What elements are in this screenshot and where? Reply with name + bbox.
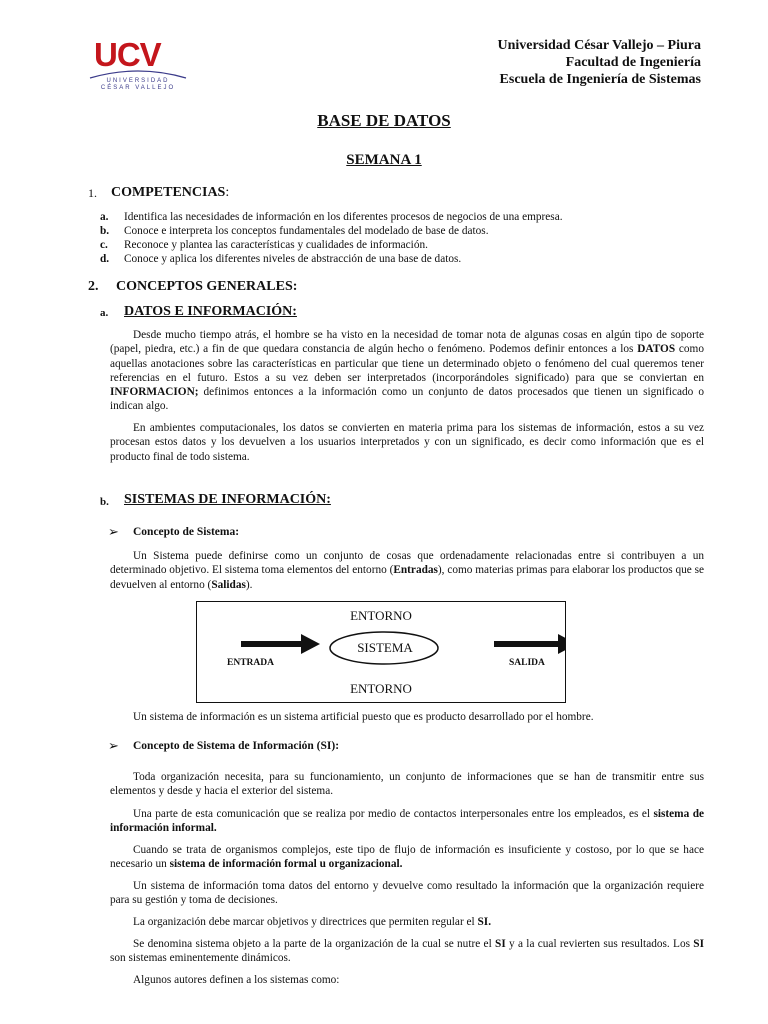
list-item (100, 252, 700, 266)
bold-run: SI. (477, 916, 492, 928)
page-title: BASE DE DATOS (317, 111, 451, 130)
list-text: Conoce y aplica los diferentes niveles de abstracción de una base de datos. (124, 253, 462, 265)
text-run: Se denomina sistema objeto a la parte de la organización de la cual se nutre el (133, 938, 496, 950)
bold-run: SI (693, 938, 704, 950)
header-school: Escuela de Ingeniería de Sistemas (499, 72, 701, 87)
diagram-center-label: SISTEMA (357, 640, 413, 655)
competencies-list (100, 210, 700, 266)
text-run: Una parte de esta comunicación que se realiza por medio de contactos interpersonales entre los empleados, es el (133, 808, 654, 820)
bold-run: SI (495, 938, 506, 950)
list-item (100, 224, 700, 238)
list-label: a. (100, 211, 109, 223)
list-label: c. (100, 239, 108, 251)
text-run: La organización debe marcar objetivos y directrices que permiten regular el (133, 916, 478, 928)
subB-paragraph-6 (110, 915, 704, 929)
system-diagram (196, 601, 566, 703)
header-university: Universidad César Vallejo – Piura (497, 38, 701, 53)
subA-paragraph-2: En ambientes computacionales, los datos se convierten en materia prima para los sistemas de información, estos a su vez procesan estos datos y los devuelven a los usuarios interpretados y con un significado, es decir como información que es el producto final de todo sistema. (110, 422, 704, 463)
bullet-arrow-icon: ➢ (108, 524, 119, 539)
logo-subtitle-1: UNIVERSIDAD (106, 78, 170, 84)
diagram-top-label: ENTORNO (350, 608, 412, 623)
section1-heading-text: COMPETENCIAS (111, 185, 226, 200)
text-run: son sistemas eminentemente dinámicos. (110, 952, 291, 965)
subB-label: b. (100, 496, 109, 508)
list-item (100, 238, 700, 252)
subB-paragraph-2: Toda organización necesita, para su funcionamiento, un conjunto de informaciones que se han de transmitir entre sus elementos y desde y hacia el exterior del sistema. (110, 771, 704, 798)
output-arrow-icon (494, 634, 566, 654)
subB-paragraph-5: Un sistema de información toma datos del entorno y devuelve como resultado la información que la organización requiere para su gestión y toma de decisiones. (110, 880, 704, 907)
bold-run: INFORMACION; (110, 386, 199, 399)
subA-heading: DATOS E INFORMACIÓN: (124, 304, 297, 319)
diagram-right-label: SALIDA (509, 658, 545, 668)
diagram-left-label: ENTRADA (227, 658, 274, 668)
subB-paragraph-7 (110, 937, 704, 966)
week-title: SEMANA 1 (346, 152, 422, 168)
header-faculty: Facultad de Ingeniería (565, 55, 701, 70)
subB-paragraph-1 (110, 549, 704, 592)
section2-number: 2. (88, 279, 99, 294)
text-run: definimos entonces a la información como un conjunto de datos procesados que tienen un significado o indican algo. (110, 386, 704, 413)
text-run: y a la cual revierten sus resultados. Los (505, 938, 694, 950)
text-run: Desde mucho tiempo atrás, el hombre se ha visto en la necesidad de tomar nota de algunas cosas en algún tipo de soporte (papel, piedra, etc.) a fin de que quedara constancia de algún hecho o fenómeno. Podemos definir entonces a los (110, 329, 704, 356)
concept-system-heading: Concepto de Sistema: (133, 526, 240, 538)
concept-si-heading: Concepto de Sistema de Información (SI): (133, 740, 340, 752)
bullet-arrow-icon: ➢ (108, 738, 119, 753)
logo-text: UCV (94, 36, 161, 73)
list-label: b. (100, 225, 110, 237)
input-arrow-icon (241, 634, 320, 654)
bold-run: sistema de información informal. (110, 808, 704, 835)
list-text: Identifica las necesidades de información en los diferentes procesos de negocios de una empresa. (124, 211, 563, 223)
section1-heading-colon: : (225, 185, 230, 200)
subA-label: a. (100, 307, 109, 319)
text-run: Cuando se trata de organismos complejos, este tipo de flujo de información es insuficiente y costoso, por lo que se hace necesario un (110, 844, 704, 871)
list-label: d. (100, 253, 110, 265)
text-run: Un Sistema puede definirse como un conjunto de cosas que ordenadamente relacionadas entre si contribuyen a un determinado objetivo. El sistema toma elementos del entorno ( (110, 550, 704, 577)
text-run: ), como materias primas para elaborar los productos que se devuelven al entorno ( (110, 564, 704, 591)
section1-number: 1. (88, 186, 97, 200)
list-text: Reconoce y plantea las características y cualidades de información. (124, 239, 428, 251)
subB-paragraph-3 (110, 807, 704, 836)
logo-subtitle-2: CÉSAR VALLEJO (100, 85, 176, 91)
ucv-logo (88, 38, 188, 98)
bold-run: Salidas (211, 578, 246, 591)
section2-heading: CONCEPTOS GENERALES: (116, 279, 298, 294)
subB-paragraph-8: Algunos autores definen a los sistemas como: (133, 974, 340, 986)
section1-heading (111, 185, 229, 201)
list-item (100, 210, 700, 224)
subB-paragraph-4 (110, 843, 704, 872)
bold-run: Entradas (393, 564, 438, 577)
subA-paragraph-1 (110, 328, 704, 414)
subB-paragraph-after-diagram: Un sistema de información es un sistema artificial puesto que es producto desarrollado por el hombre. (133, 711, 594, 723)
bold-run: sistema de información formal u organizacional. (169, 858, 403, 871)
subB-heading: SISTEMAS DE INFORMACIÓN: (124, 492, 331, 507)
text-run: ). (245, 578, 253, 591)
diagram-bottom-label: ENTORNO (350, 681, 412, 696)
bold-run: DATOS (637, 343, 676, 356)
text-run: como aquellas anotaciones sobre las características en particular que tiene un determinado objeto o fenómeno del cual queremos tener referencias en el futuro. Estos a su vez deben ser interpretados (incorporándoles significado) para que se conviertan en (110, 343, 704, 384)
list-text: Conoce e interpreta los conceptos fundamentales del modelado de base de datos. (124, 225, 489, 237)
